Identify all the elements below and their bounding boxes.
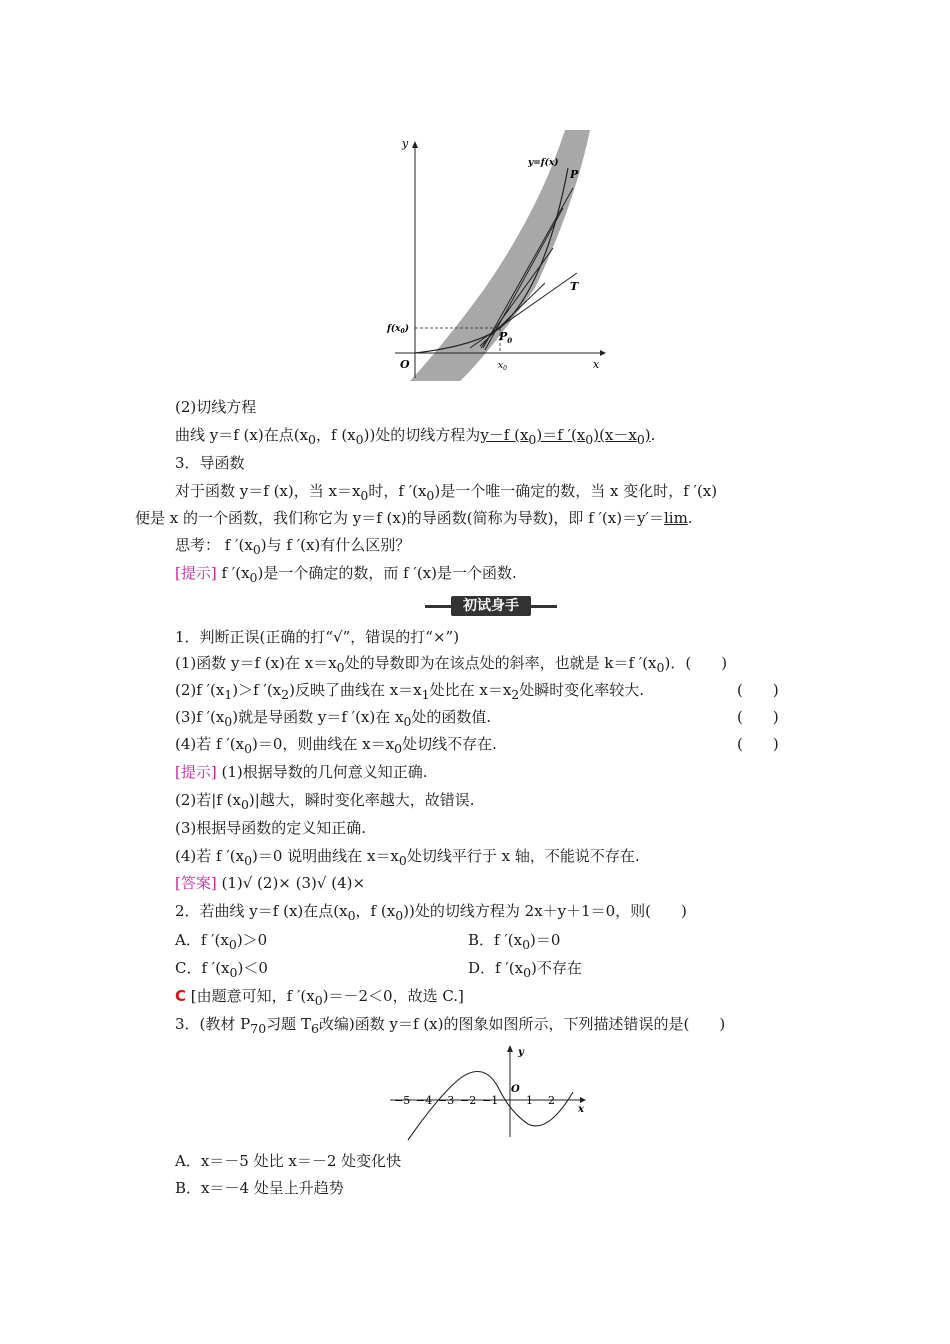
fx0-label: f(x (387, 324, 401, 334)
q1-hint3: (3)根据导函数的定义知正确. (175, 819, 367, 837)
tick-label: −4 (416, 1094, 433, 1107)
q2-answer: C [由题意可知，f $'(x_0)=-2<0$，故选 C.] (175, 987, 464, 1008)
tangent-equation: y－f $(x_0)=f$ $'(x_0)(x-x_0)$ (480, 426, 651, 447)
curve-label: y=f(x) (528, 158, 559, 168)
t-label: T (570, 280, 579, 293)
tangent-equation-line: 曲线 y＝f (x)在点($x_0$，f $(x_0)$)处的切线方程为y－f $(x_0)=f$ $'(x_0)(x-x_0)$. (175, 426, 656, 447)
derivative-definition-line1: 对于函数 y＝f (x)，当 $x=x_0$时，f $'(x_0)$是一个唯一确定的数，当 x 变化时，f ′(x) (175, 482, 718, 503)
function-graph (388, 1042, 598, 1144)
p0-label: P (499, 330, 508, 343)
y-axis-arrow (412, 141, 418, 148)
q1-item2-paren: ( ) (737, 681, 779, 699)
graph-y-arrow (507, 1045, 513, 1052)
q1-hint-tag: [提示] (175, 763, 217, 781)
svg-text:f(x0) (386, 323, 409, 335)
tick-label: 1 (526, 1094, 533, 1107)
derivative-definition-line2: 便是 x 的一个函数，我们称它为 y＝f (x)的导函数(简称为导数)，即 f ′(x)＝y′＝lim. (135, 509, 693, 527)
tick-label: −2 (460, 1094, 477, 1107)
tick-label: −1 (482, 1094, 499, 1107)
tick-label: −5 (394, 1094, 411, 1107)
banner-label: 初试身手 (451, 596, 531, 616)
svg-text:P0 (498, 330, 512, 345)
svg-text:x0 (498, 361, 507, 372)
fx0-sub: 0 (400, 328, 405, 335)
section-tangent-equation: (2)切线方程 (175, 398, 257, 416)
q1-title: 1．判断正误(正确的打“√”，错误的打“×”) (175, 628, 460, 646)
q1-item3: (3)f $'(x_0)$就是导函数 y＝f ′(x)在 $x_0$处的函数值. (175, 708, 492, 729)
graph-x-arrow (580, 1097, 586, 1103)
q2-option-a: A．f $'(x_0)>0$ (175, 931, 268, 952)
think-hint: [提示] f $'(x_0)$是一个确定的数，而 f ′(x)是一个函数. (175, 564, 517, 585)
secant-line-1 (483, 188, 573, 348)
p0-sub: 0 (507, 336, 513, 345)
q1-item4: (4)若 f $'(x_0)=0$，则曲线在 $x=x_0$处切线不存在. (175, 735, 497, 756)
graph-x-label: x (578, 1104, 584, 1115)
hint-tag: [提示] (175, 564, 217, 582)
q2-option-b: B．f $'(x_0)=0$ (468, 931, 561, 952)
q1-hint2: (2)若|f $(x_0)|$越大，瞬时变化率越大，故错误. (175, 791, 475, 812)
q1-answer: [答案] (1)√ (2)× (3)√ (4)× (175, 874, 366, 892)
y-axis-label: y (402, 137, 409, 150)
x-axis-label: x (593, 358, 600, 371)
x0-label: x (498, 361, 504, 371)
section-derivative-function: 3．导函数 (175, 454, 245, 472)
q2-option-d: D．f $'(x_0)$不存在 (468, 959, 582, 980)
origin-label: O (400, 358, 410, 371)
think-question: 思考： f $'(x_0)$与 f ′(x)有什么区别？ (175, 536, 411, 557)
q2-stem: 2．若曲线 y＝f (x)在点($x_0$，f $(x_0)$)处的切线方程为 2x＋y＋1＝0，则( ) (175, 902, 687, 923)
q1-item4-paren: ( ) (737, 735, 779, 753)
q2-option-c: C．f $'(x_0)<0$ (175, 959, 268, 980)
lim-blank: lim (663, 509, 688, 527)
x0-sub: 0 (503, 365, 507, 372)
q3-stem: 3．(教材 $P_{70}$习题 $T_6$改编)函数 y＝f (x)的图象如图所示，下列描述错误的是( ) (175, 1015, 726, 1036)
fx0-close: ) (404, 324, 409, 334)
p-label: P (570, 168, 579, 181)
q1-answer-tag: [答案] (175, 874, 217, 892)
q1-item3-paren: ( ) (737, 708, 779, 726)
section-banner (425, 596, 557, 616)
q2-answer-letter: C (175, 987, 187, 1005)
x-axis-arrow (600, 350, 606, 356)
q3-option-a: A．x＝－5 处比 x＝－2 处变化快 (175, 1152, 402, 1170)
graph-origin: O (511, 1084, 520, 1095)
graph-y-label: y (518, 1047, 524, 1058)
q3-option-b: B．x＝－4 处呈上升趋势 (175, 1179, 344, 1197)
q1-item1: (1)函数 y＝f (x)在 $x=x_0$处的导数即为在该点处的斜率，也就是 k＝f $'(x_0)$．( ) (175, 654, 728, 675)
q1-hint1: [提示] (1)根据导数的几何意义知正确. (175, 763, 428, 781)
q1-item2: (2)f $'(x_1)>f$ $'(x_2)$反映了曲线在 $x=x_1$处比在 $x=x_2$处瞬时变化率较大. (175, 681, 645, 702)
tick-label: −3 (438, 1094, 455, 1107)
q1-hint4: (4)若 f $'(x_0)=0$ 说明曲线在 $x=x_0$处切线平行于 x 轴，不能说不存在. (175, 847, 640, 868)
tick-label: 2 (548, 1094, 555, 1107)
tangent-figure (385, 128, 620, 383)
